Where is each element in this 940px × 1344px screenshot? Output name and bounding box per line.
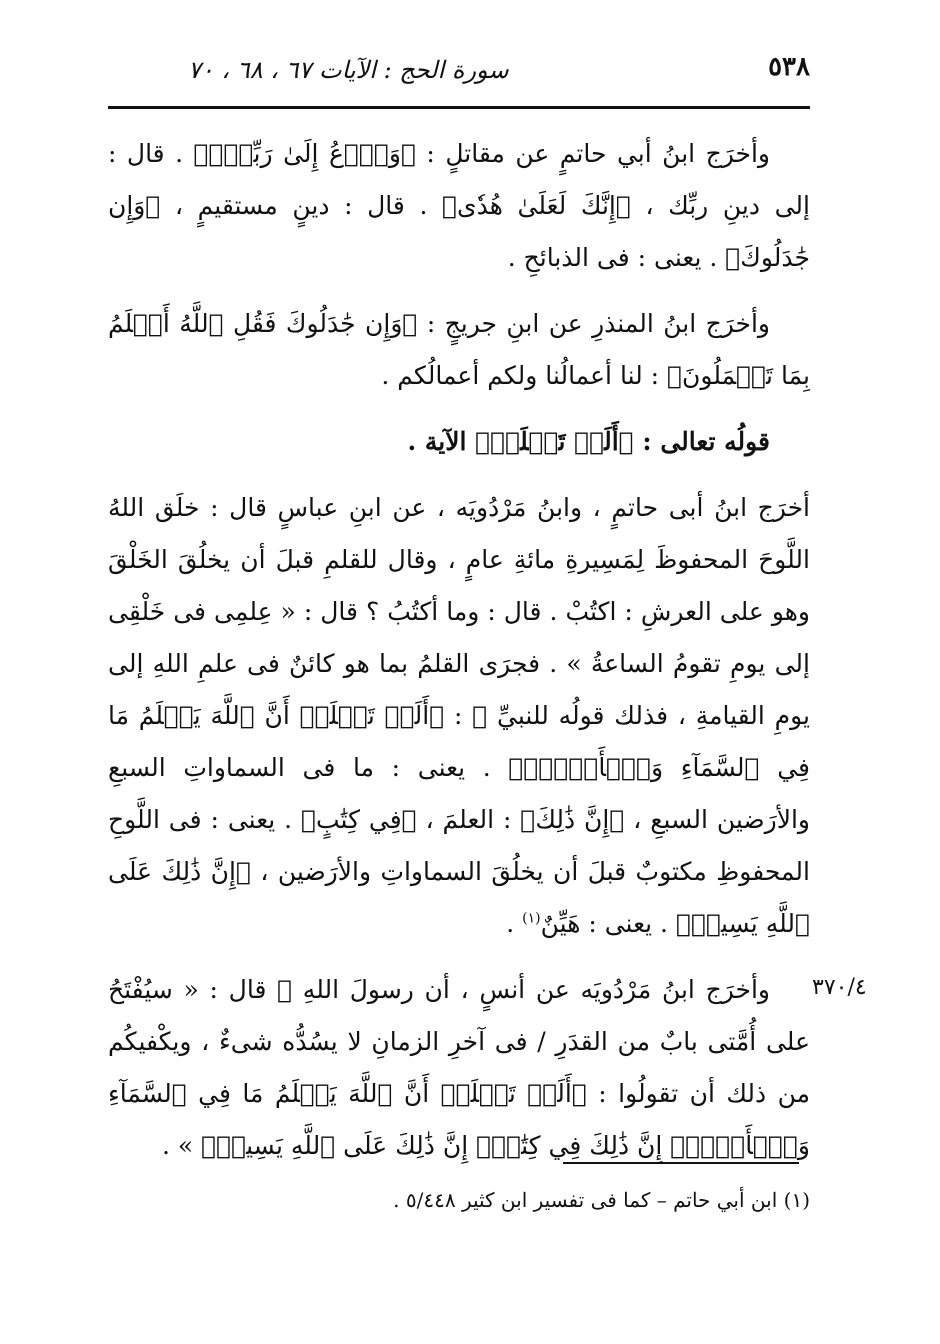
footnote: (١) ابن أبي حاتم – كما فى تفسير ابن كثير ٥/٤٤٨ . <box>393 1188 810 1212</box>
footnote-rule <box>563 1162 799 1164</box>
page-number: ٥٣٨ <box>768 52 810 82</box>
paragraph-3 <box>108 482 810 950</box>
section-heading: قولُه تعالى : ﴿أَلَمۡ تَعۡلَمۡ﴾ الآية . <box>407 427 770 456</box>
paragraph-2: وأخرَج ابنُ المنذرِ عن ابنِ جريجٍ : ﴿وَإِن جَٰدَلُوكَ فَقُلِ ٱللَّهُ أَعۡلَمُ بِمَا تَعۡمَلُونَ﴾ : لنا أعمالُنا ولكم أعمالُكم . <box>108 309 810 390</box>
paragraph-1: وأخرَج ابنُ أبي حاتمٍ عن مقاتلٍ : ﴿وَٱدۡعُ إِلَىٰ رَبِّكَۖ﴾ . قال : إلى دينِ ربِّك ، ﴿إِنَّكَ لَعَلَىٰ هُدٗى﴾ . قال : دينٍ مستقيمٍ ، ﴿وَإِن جَٰدَلُوكَ﴾ . يعنى : فى الذبائحِ . <box>108 139 810 272</box>
main-text <box>108 128 810 1186</box>
paragraph-3-end: . <box>506 909 523 938</box>
header-rule <box>108 106 810 109</box>
page-header <box>108 48 810 98</box>
margin-reference: ٣٧٠/٤ <box>812 975 867 1000</box>
paragraph-3-text: أخرَج ابنُ أبى حاتمٍ ، وابنُ مَرْدُويَه ، عن ابنِ عباسٍ قال : خلَق اللهُ اللَّوحَ المحفوظَ لِمَسِيرةِ مائةِ عامٍ ، وقال للقلمِ قبلَ أن يخلُقَ الخَلْقَ وهو على العرشِ : اكتُبْ . قال : وما أكتُبُ ؟ قال : « عِلمِى فى خَلْقِى إلى يومِ تقومُ الساعةُ » . فجرَى القلمُ بما هو كائنٌ فى علمِ اللهِ إلى يومِ القيامةِ ، فذلك قولُه للنبيِّ ﷺ : ﴿أَلَمۡ تَعۡلَمۡ أَنَّ ٱللَّهَ يَعۡلَمُ مَا فِي ٱلسَّمَآءِ وَٱلۡأَرۡضِۚ﴾ . يعنى : ما فى السماواتِ السبعِ والأرَضين السبعِ ، ﴿إِنَّ ذَٰلِكَ﴾ : العلمَ ، ﴿فِي كِتَٰبٍ﴾ . يعنى : فى اللَّوحِ المحفوظِ مكتوبٌ قبلَ أن يخلُقَ السماواتِ والأرَضين ، ﴿إِنَّ ذَٰلِكَ عَلَى ٱللَّهِ يَسِيرٞ﴾ . يعنى : هَيِّنٌ <box>108 493 810 938</box>
footnote-marker: (١) <box>522 910 541 927</box>
paragraph-4: وأخرَج ابنُ مَرْدُويَه عن أنسٍ ، أن رسولَ اللهِ ﷺ قال : « سيُفْتَحُ على أُمَّتى بابٌ من القدَرِ / فى آخرِ الزمانِ لا يسُدُّه شىءٌ ، ويكْفيكُم من ذلك أن تقولُوا : ﴿أَلَمۡ تَعۡلَمۡ أَنَّ ٱللَّهَ يَعۡلَمُ مَا فِي ٱلسَّمَآءِ وَٱلۡأَرۡضِۚ إِنَّ ذَٰلِكَ فِي كِتَٰبٍۚ إِنَّ ذَٰلِكَ عَلَى ٱللَّهِ يَسِيرٞ﴾ » . <box>108 975 810 1160</box>
running-title: سورة الحج : الآيات ٦٧ ، ٦٨ ، ٧٠ <box>188 56 509 84</box>
